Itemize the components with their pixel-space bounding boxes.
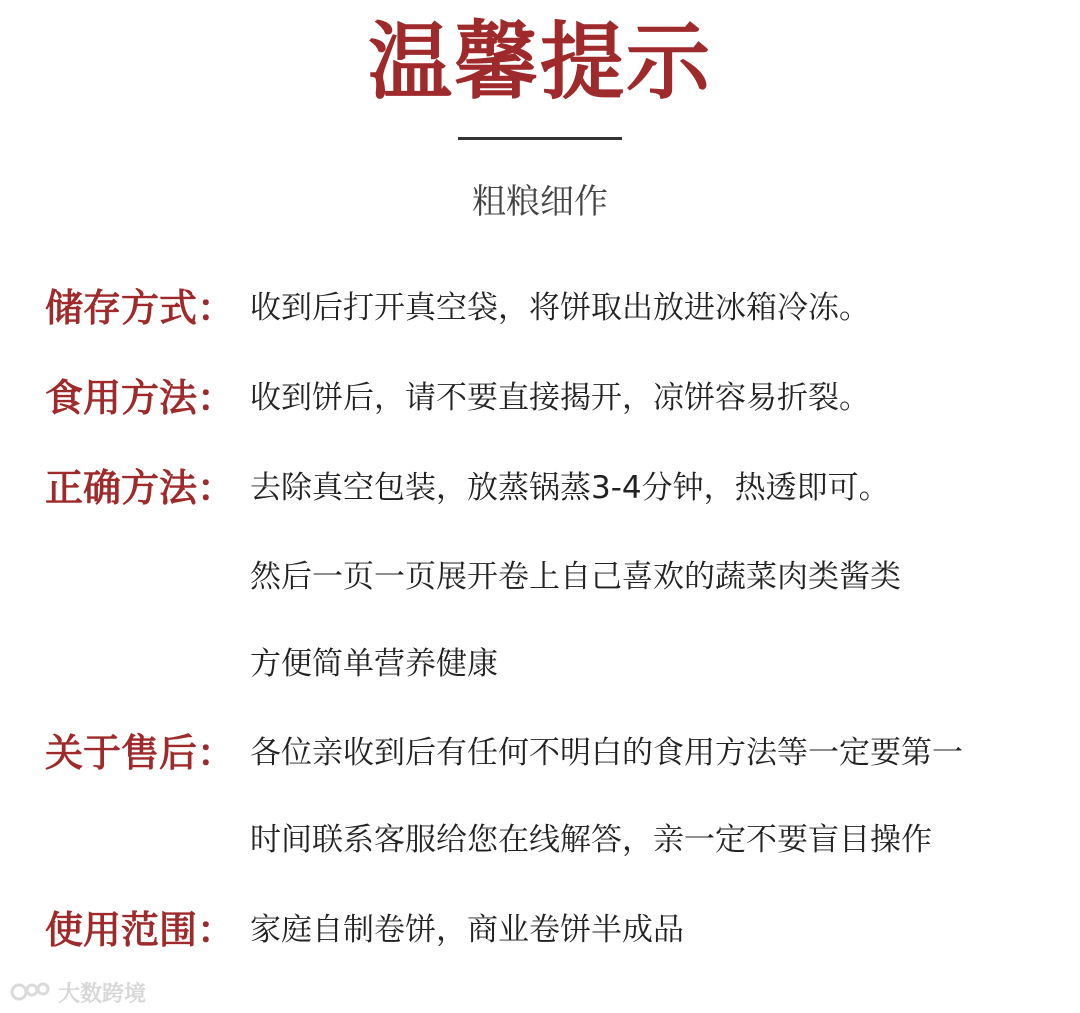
section-label: 使用范围：	[45, 908, 236, 952]
section-text-line: 去除真空包装，放蒸锅蒸3-4分钟，热透即可。	[250, 470, 890, 506]
section-after-sales-line-2	[45, 815, 1060, 865]
watermark-text: 大数跨境	[58, 981, 147, 1007]
section-text: 收到后打开真空袋，将饼取出放进冰箱冷冻。	[250, 290, 870, 326]
section-label: 食用方法：	[45, 376, 236, 420]
section-text-line: 然后一页一页展开卷上自己喜欢的蔬菜肉类酱类	[250, 559, 901, 595]
watermark-logo-icon	[10, 979, 52, 1005]
section-eating-method	[45, 373, 1060, 423]
section-text: 收到饼后，请不要直接揭开，凉饼容易折裂。	[250, 380, 870, 416]
section-label: 关于售后：	[45, 731, 236, 775]
watermark	[10, 975, 146, 1009]
section-text-line: 各位亲收到后有任何不明白的食用方法等一定要第一	[250, 735, 963, 771]
section-text-line: 时间联系客服给您在线解答，亲一定不要盲目操作	[250, 822, 932, 858]
section-correct-method	[45, 463, 1060, 513]
section-text-line: 方便简单营养健康	[250, 646, 498, 682]
section-label: 储存方式：	[45, 286, 236, 330]
section-storage	[45, 283, 1060, 333]
title-divider	[458, 137, 622, 140]
section-usage-scope	[45, 905, 1060, 955]
page-title: 温馨提示	[367, 13, 712, 111]
page-subtitle: 粗粮细作	[472, 182, 608, 222]
section-text: 家庭自制卷饼，商业卷饼半成品	[250, 912, 684, 948]
section-correct-method-line-3	[45, 639, 1060, 689]
section-after-sales	[45, 728, 1060, 778]
section-correct-method-line-2	[45, 552, 1060, 602]
section-label: 正确方法：	[45, 466, 236, 510]
